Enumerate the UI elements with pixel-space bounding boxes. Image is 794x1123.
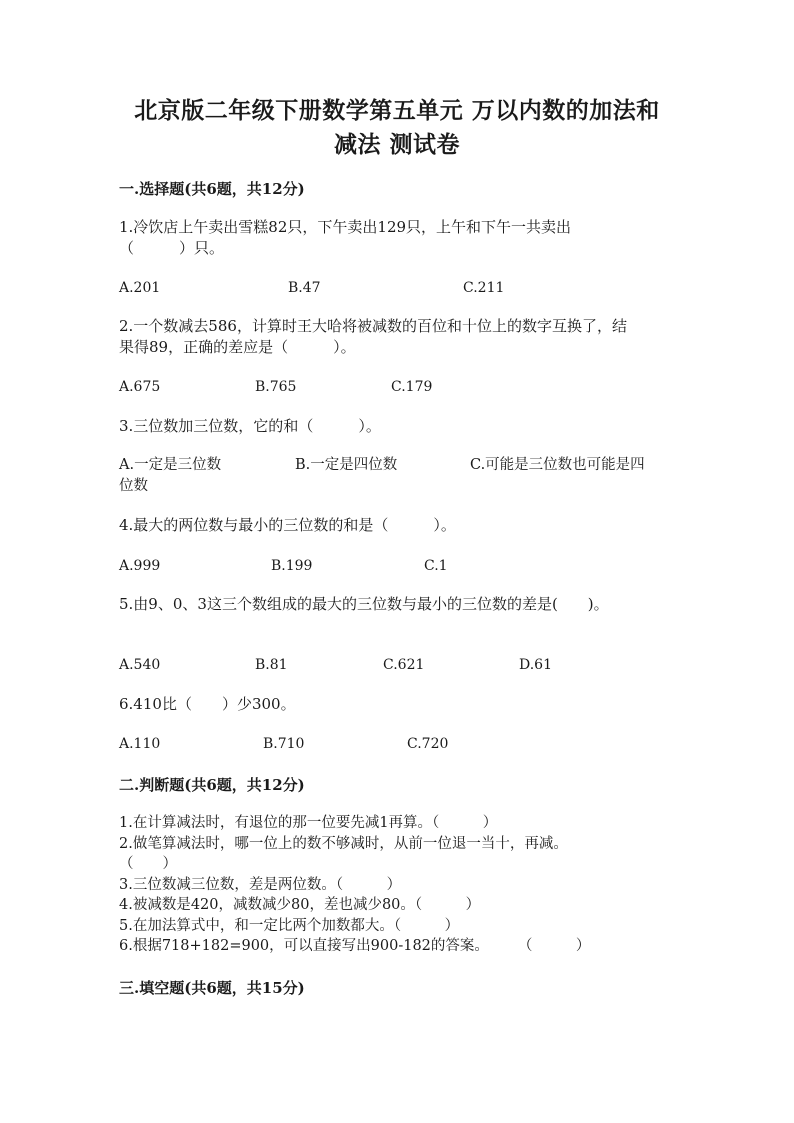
section-heading-choice: 一.选择题(共6题，共12分) bbox=[119, 180, 305, 198]
judge-q5: 5.在加法算式中，和一定比两个加数都大。（ ） bbox=[119, 918, 460, 934]
choice-q4-line1: 4.最大的两位数与最小的三位数的和是（ ）。 bbox=[119, 516, 456, 534]
choice-q3-option-a: A.一定是三位数 bbox=[119, 457, 222, 473]
choice-q6-option-b: B.710 bbox=[263, 736, 305, 752]
choice-q4-option-c: C.1 bbox=[424, 558, 448, 574]
choice-q6-option-c: C.720 bbox=[407, 736, 449, 752]
choice-q4-option-a: A.999 bbox=[119, 558, 161, 574]
choice-q3-line1: 3.三位数加三位数，它的和（ ）。 bbox=[119, 417, 381, 435]
judge-q1: 1.在计算减法时，有退位的那一位要先减1再算。（ ） bbox=[119, 815, 498, 831]
section-heading-fill: 三.填空题(共6题，共15分) bbox=[119, 979, 305, 997]
judge-q3: 3.三位数减三位数，差是两位数。（ ） bbox=[119, 877, 402, 893]
judge-q2-continued: （ ） bbox=[119, 856, 177, 872]
worksheet-title-line2: 减法 测试卷 bbox=[333, 131, 460, 158]
choice-q3-option-b: B.一定是四位数 bbox=[295, 457, 398, 473]
choice-q1-option-b: B.47 bbox=[288, 280, 321, 296]
choice-q2-option-c: C.179 bbox=[391, 379, 433, 395]
choice-q1-option-c: C.211 bbox=[463, 280, 505, 296]
choice-q5-option-c: C.621 bbox=[383, 657, 425, 673]
choice-q3-option-c: C.可能是三位数也可能是四 bbox=[470, 457, 645, 473]
choice-q5-option-a: A.540 bbox=[119, 657, 161, 673]
choice-q1-line2: （ ）只。 bbox=[119, 239, 225, 257]
choice-q1-line1: 1.冷饮店上午卖出雪糕82只，下午卖出129只，上午和下午一共卖出 bbox=[119, 218, 572, 236]
judge-q2: 2.做笔算减法时，哪一位上的数不够减时，从前一位退一当十，再减。 bbox=[119, 836, 568, 852]
choice-q5-option-b: B.81 bbox=[255, 657, 288, 673]
choice-q2-option-a: A.675 bbox=[119, 379, 161, 395]
choice-q5-line1: 5.由9、0、3这三个数组成的最大的三位数与最小的三位数的差是( )。 bbox=[119, 595, 609, 613]
choice-q4-option-b: B.199 bbox=[271, 558, 313, 574]
choice-q2-line2: 果得89，正确的差应是（ ）。 bbox=[119, 338, 356, 356]
choice-q6-option-a: A.110 bbox=[119, 736, 161, 752]
section-heading-judge: 二.判断题(共6题，共12分) bbox=[119, 776, 305, 794]
judge-q6: 6.根据718+182=900，可以直接写出900-182的答案。 （ ） bbox=[119, 938, 591, 954]
choice-q6-line1: 6.410比（ ）少300。 bbox=[119, 695, 296, 713]
choice-q2-line1: 2.一个数减去586，计算时王大哈将被减数的百位和十位上的数字互换了，结 bbox=[119, 317, 627, 335]
choice-q2-option-b: B.765 bbox=[255, 379, 297, 395]
worksheet-title-line1: 北京版二年级下册数学第五单元 万以内数的加法和 bbox=[134, 97, 660, 124]
judge-q4: 4.被减数是420，减数减少80，差也减少80。（ ） bbox=[119, 897, 481, 913]
choice-q5-option-d: D.61 bbox=[519, 657, 552, 673]
choice-q1-option-a: A.201 bbox=[119, 280, 161, 296]
choice-q3-option-c-continued: 位数 bbox=[119, 478, 148, 494]
